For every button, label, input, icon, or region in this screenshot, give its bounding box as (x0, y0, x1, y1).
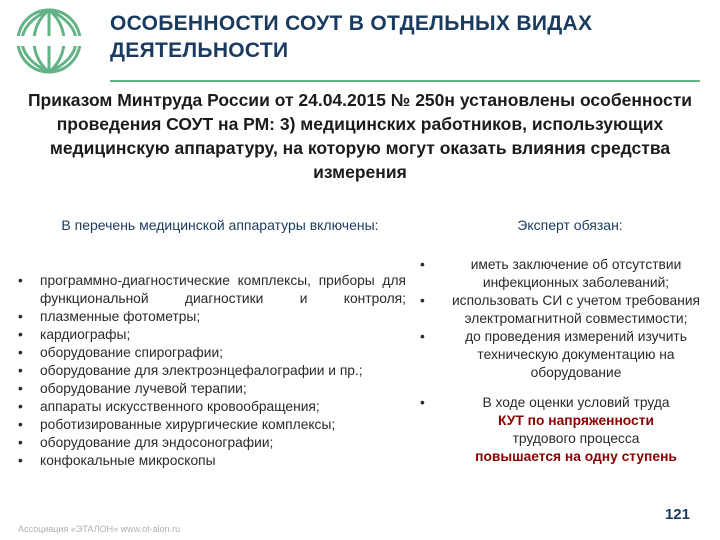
note-highlight: КУТ по напряженности (498, 413, 654, 428)
expert-duties-list (418, 256, 708, 466)
list-item: • оборудование лучевой терапии; (18, 380, 406, 398)
list-item: • до проведения измерений изучить техническую документацию на оборудование (418, 328, 708, 382)
assessment-note (418, 394, 708, 466)
globe-logo-icon (9, 6, 89, 76)
expert-duties-heading: Эксперт обязан: (517, 217, 623, 233)
list-item: • оборудование спирографии; (18, 344, 406, 362)
list-item: • использовать СИ с учетом требования электромагнитной совместимости; (418, 292, 708, 328)
title-divider (110, 80, 700, 82)
note-highlight: повышается на одну ступень (475, 449, 677, 464)
note-text: трудового процесса (512, 431, 640, 446)
page-title: ОСОБЕННОСТИ СОУТ В ОТДЕЛЬНЫХ ВИДАХ ДЕЯТЕЛЬНОСТИ (110, 12, 593, 62)
equipment-list-heading: В перечень медицинской аппаратуры включены: (61, 217, 379, 233)
list-item: • роботизированные хирургические комплексы; (18, 416, 406, 434)
page-number: 121 (664, 506, 690, 523)
list-item: • иметь заключение об отсутствии инфекционных заболеваний; (418, 256, 708, 292)
list-item: • кардиографы; (18, 326, 406, 344)
list-item: • плазменные фотометры; (18, 308, 406, 326)
list-item: • оборудование для эндосонографии; (18, 434, 406, 452)
footer-text: Ассоциация «ЭТАЛОН» www.ot-alon.ru (18, 524, 181, 534)
equipment-list (18, 272, 406, 470)
list-item: • аппараты искусственного кровообращения; (18, 398, 406, 416)
list-item: • программно-диагностические комплексы, приборы для функциональной диагностики и контроля; (18, 272, 406, 308)
list-item: • оборудование для электроэнцефалографии и пр.; (18, 362, 406, 380)
note-text: В ходе оценки условий труда (482, 395, 670, 410)
list-item: • конфокальные микроскопы (18, 452, 406, 470)
intro-text: Приказом Минтруда России от 24.04.2015 № 250н установлены особенности проведения СОУТ на РМ: 3) медицинских работников, использующих медицинскую аппаратуру, на которую могут оказать влияния средства измерения (27, 90, 693, 182)
